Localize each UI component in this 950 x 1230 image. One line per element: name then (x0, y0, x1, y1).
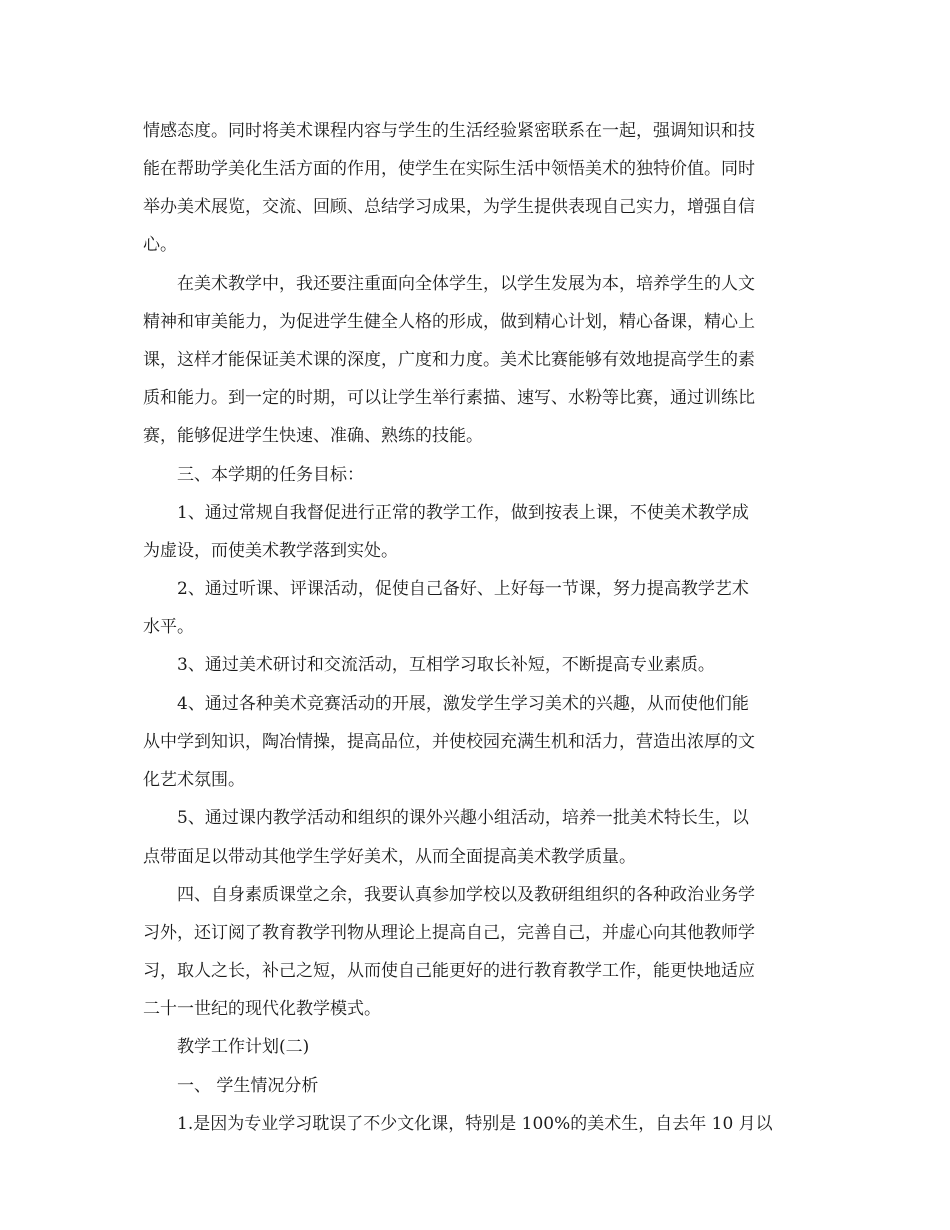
text-line: 精神和审美能力，为促进学生健全人格的形成，做到精心计划，精心备课，精心上 (143, 312, 755, 332)
list-item: 4、通过各种美术竞赛活动的开展，激发学生学习美术的兴趣，从而使他们能 (177, 694, 749, 714)
list-item: 1.是因为专业学习耽误了不少文化课，特别是 100%的美术生，自去年 10 月以 (177, 1114, 773, 1134)
section-heading: 教学工作计划(二) (177, 1037, 310, 1057)
text-line: 四、自身素质课堂之余，我要认真参加学校以及教研组组织的各种政治业务学 (177, 885, 755, 905)
text-line: 质和能力。到一定的时期，可以让学生举行素描、速写、水粉等比赛，通过训练比 (143, 388, 755, 408)
text-line: 课，这样才能保证美术课的深度，广度和力度。美术比赛能够有效地提高学生的素 (143, 350, 755, 370)
text-line: 化艺术氛围。 (143, 770, 245, 790)
text-line: 从中学到知识，陶冶情操，提高品位，并使校园充满生机和活力，营造出浓厚的文 (143, 732, 755, 752)
text-line: 为虚设，而使美术教学落到实处。 (143, 541, 398, 561)
text-line: 水平。 (143, 617, 194, 637)
section-heading: 三、本学期的任务目标： (177, 465, 364, 485)
text-line: 习外，还订阅了教育教学刊物从理论上提高自己，完善自己，并虚心向其他教师学 (143, 923, 755, 943)
text-line: 赛，能够促进学生快速、准确、熟练的技能。 (143, 426, 483, 446)
text-line: 二十一世纪的现代化教学模式。 (143, 999, 381, 1019)
text-line: 心。 (143, 235, 177, 255)
text-line: 习，取人之长，补己之短，从而使自己能更好的进行教育教学工作，能更快地适应 (143, 961, 755, 981)
text-line: 在美术教学中，我还要注重面向全体学生，以学生发展为本，培养学生的人文 (177, 274, 755, 294)
list-item: 5、通过课内教学活动和组织的课外兴趣小组活动，培养一批美术特长生，以 (177, 808, 749, 828)
section-heading: 一、 学生情况分析 (177, 1076, 319, 1096)
list-item: 2、通过听课、评课活动，促使自己备好、上好每一节课，努力提高教学艺术 (177, 579, 749, 599)
list-item: 1、通过常规自我督促进行正常的教学工作，做到按表上课，不使美术教学成 (177, 503, 749, 523)
list-item: 3、通过美术研讨和交流活动，互相学习取长补短，不断提高专业素质。 (177, 655, 715, 675)
text-line: 能在帮助学美化生活方面的作用，使学生在实际生活中领悟美术的独特价值。同时 (143, 159, 755, 179)
text-line: 举办美术展览，交流、回顾、总结学习成果，为学生提供表现自己实力，增强自信 (143, 197, 755, 217)
text-line: 点带面足以带动其他学生学好美术，从而全面提高美术教学质量。 (143, 847, 636, 867)
text-line: 情感态度。同时将美术课程内容与学生的生活经验紧密联系在一起，强调知识和技 (143, 121, 755, 141)
